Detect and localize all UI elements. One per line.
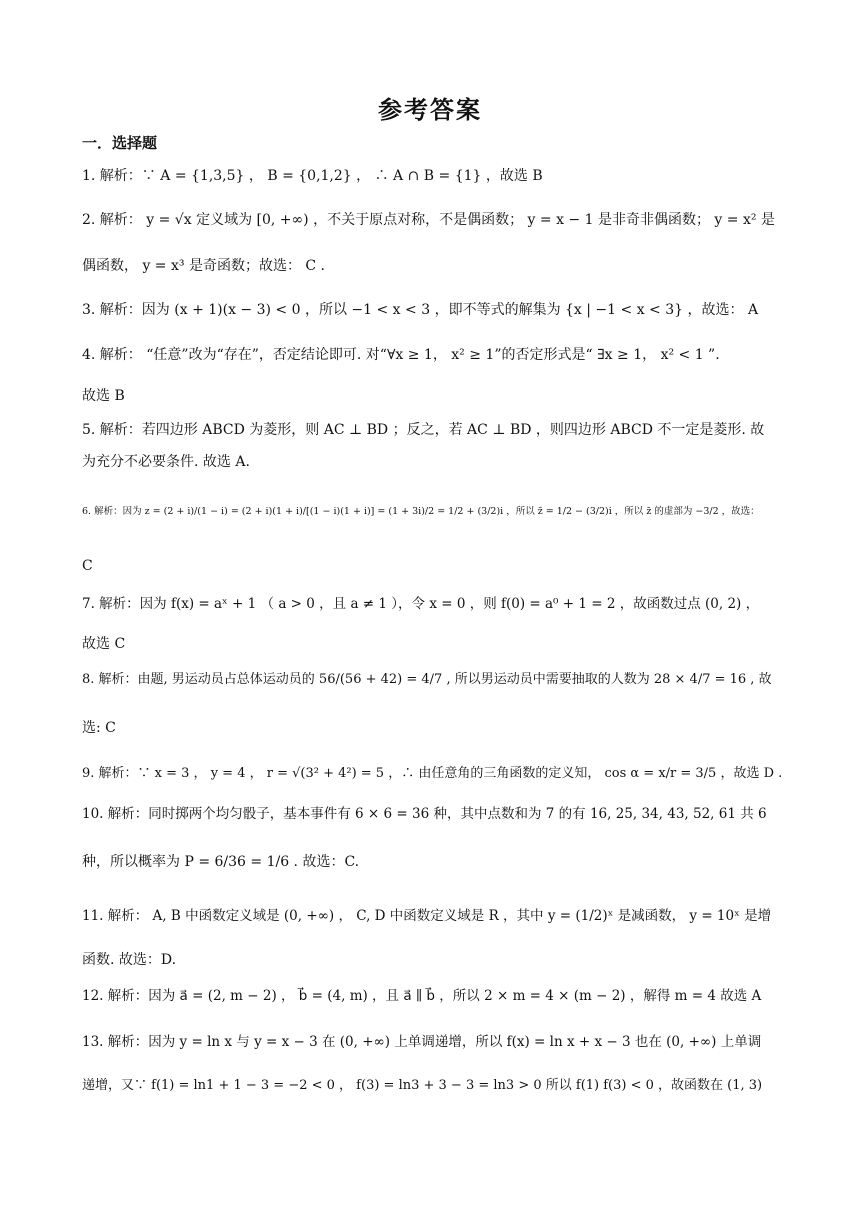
answer-line: 8. 解析：由题, 男运动员占总体运动员的 56/(56 + 42) = 4/7 , 所以男运动员中需要抽取的人数为 28 × 4/7 = 16 , 故 (82, 672, 772, 687)
answer-line: 12. 解析：因为 a⃗ = (2, m − 2) ， b⃗ = (4, m) ，且 a⃗ ∥ b⃗ ，所以 2 × m = 4 × (m − 2) ，解得 m = 4 故选 A (82, 988, 762, 1004)
answer-line: 9. 解析：∵ x = 3 ， y = 4 ， r = √(3² + 4²) = 5 ，∴ 由任意角的三角函数的定义知， cos α = x/r = 3/5 ，故选 D . (82, 766, 783, 781)
answer-line: 1. 解析：∵ A = {1,3,5} ， B = {0,1,2} ， ∴ A ∩ B = {1} ，故选 B (82, 168, 543, 184)
answer-line: 7. 解析：因为 f(x) = aˣ + 1 （ a > 0 ，且 a ≠ 1 ），令 x = 0 ，则 f(0) = a⁰ + 1 = 2 ，故函数过点 (0, 2) ， (82, 596, 760, 612)
answer-line: 函数. 故选：D. (82, 952, 177, 968)
answer-line: 6. 解析：因为 z = (2 + i)/(1 − i) = (2 + i)(1 + i)/[(1 − i)(1 + i)] = (1 + 3i)/2 = 1/2 + (3/2)i ，所以 z̄ = 1/2 − (3/2)i ，所以 z̄ 的虚部为 −3/2 ，故选： (82, 506, 760, 517)
answer-line: 种，所以概率为 P = 6/36 = 1/6 . 故选：C. (82, 854, 360, 870)
answer-line: 2. 解析： y = √x 定义域为 [0, +∞) ，不关于原点对称，不是偶函数； y = x − 1 是非奇非偶函数； y = x² 是 (82, 212, 775, 228)
answer-line: 13. 解析：因为 y = ln x 与 y = x − 3 在 (0, +∞) 上单调递增，所以 f(x) = ln x + x − 3 也在 (0, +∞) 上单调 (82, 1034, 762, 1050)
page-title: 参考答案 (378, 95, 482, 124)
answer-line: 故选 C (82, 636, 126, 652)
answer-line: 递增，又∵ f(1) = ln1 + 1 − 3 = −2 < 0 ， f(3) = ln3 + 3 − 3 = ln3 > 0 所以 f(1) f(3) < 0 ，故函数在 (1, 3) (82, 1078, 763, 1093)
answer-line: 为充分不必要条件. 故选 A. (82, 454, 250, 470)
answer-line: 4. 解析： “任意”改为“存在”，否定结论即可. 对“∀x ≥ 1， x² ≥ 1”的否定形式是“ ∃x ≥ 1， x² < 1 ”. (82, 347, 720, 363)
answer-line: 10. 解析：同时掷两个均匀骰子，基本事件有 6 × 6 = 36 种，其中点数和为 7 的有 16, 25, 34, 43, 52, 61 共 6 (82, 806, 767, 822)
answer-line: C (82, 558, 93, 574)
answer-line: 3. 解析：因为 (x + 1)(x − 3) < 0 ，所以 −1 < x < 3 ，即不等式的解集为 {x | −1 < x < 3} ，故选： A (82, 302, 759, 318)
section-heading: 一．选择题 (82, 134, 158, 152)
answer-line: 故选 B (82, 388, 125, 404)
answer-line: 偶函数， y = x³ 是奇函数；故选： C . (82, 258, 326, 274)
answer-line: 5. 解析：若四边形 ABCD 为菱形，则 AC ⊥ BD ；反之，若 AC ⊥ BD ，则四边形 ABCD 不一定是菱形. 故 (82, 422, 765, 438)
answer-line: 11. 解析： A, B 中函数定义域是 (0, +∞) ， C, D 中函数定义域是 R ，其中 y = (1/2)ˣ 是减函数， y = 10ˣ 是增 (82, 908, 772, 924)
answer-line: 选: C (82, 720, 116, 736)
